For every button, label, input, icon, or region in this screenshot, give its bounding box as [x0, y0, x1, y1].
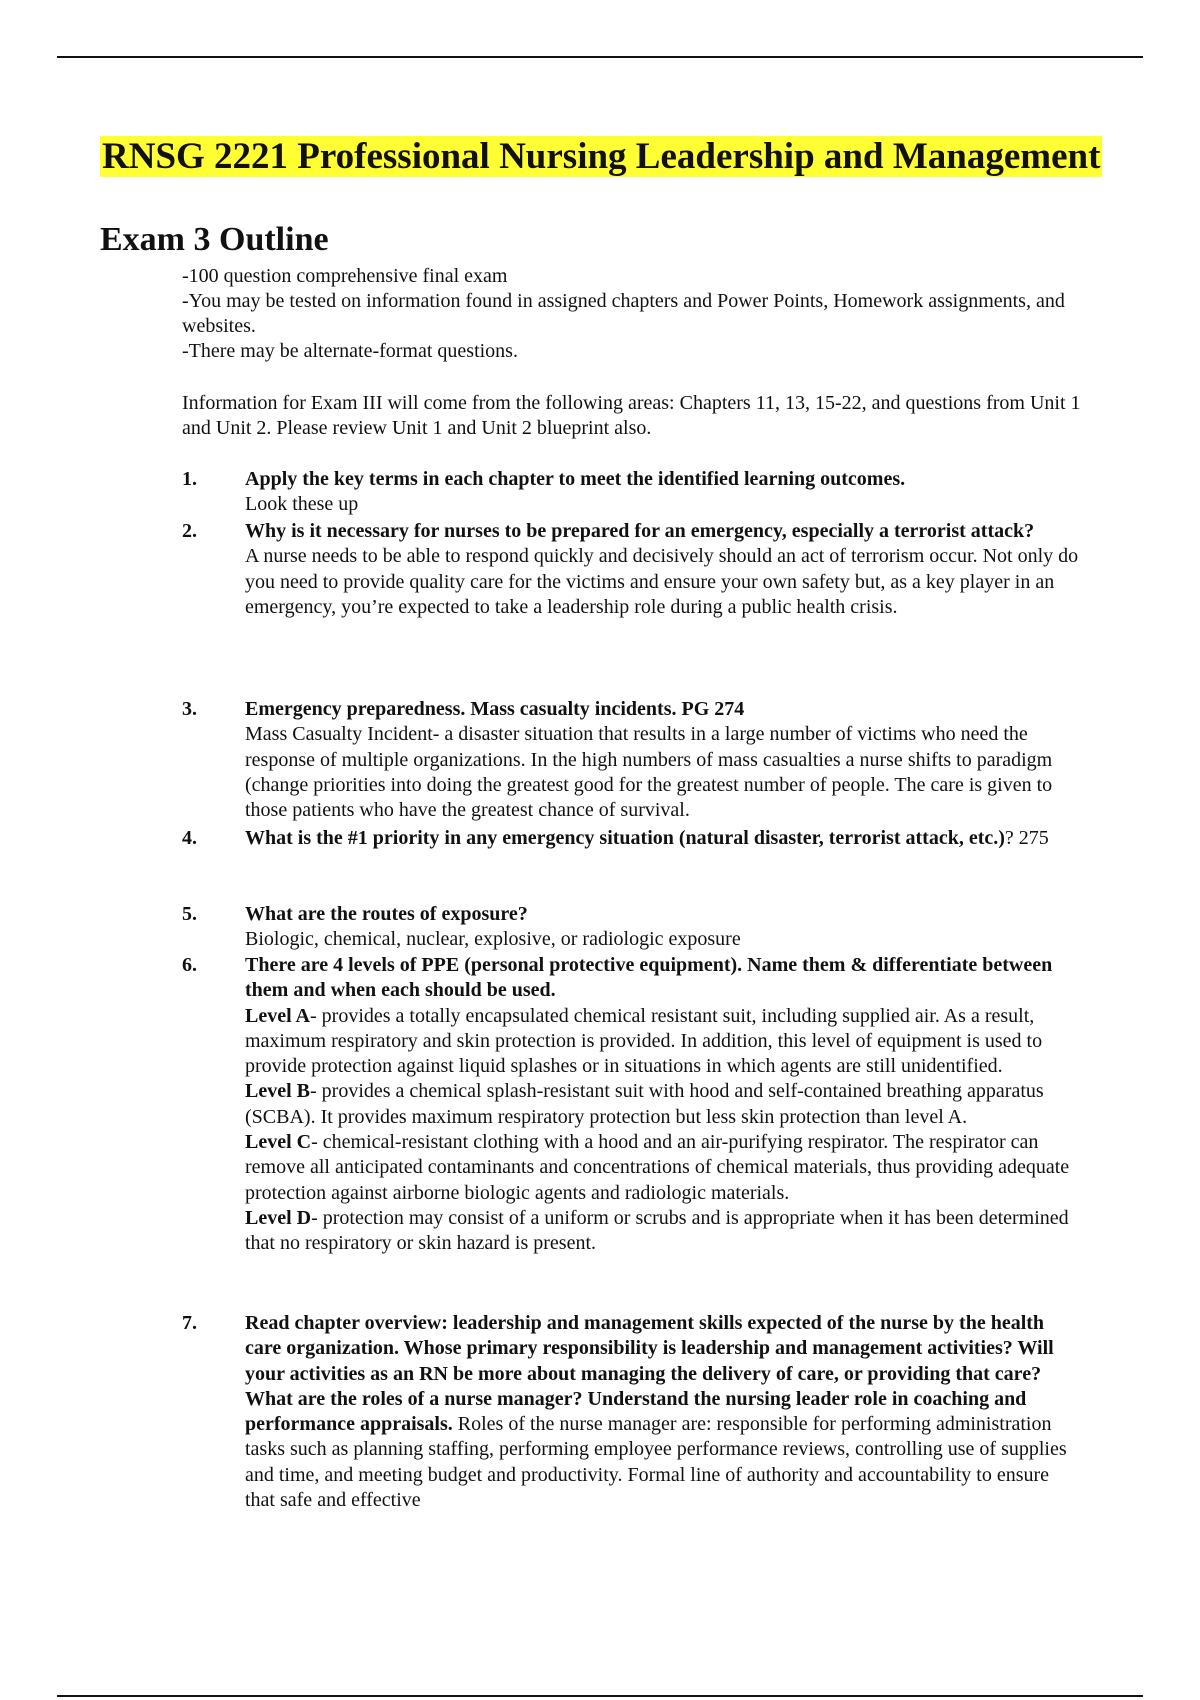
question-text: What is the #1 priority in any emergency situation (natural disaster, terrorist attack, etc.) — [245, 827, 1005, 849]
question-number: 3. — [182, 698, 197, 720]
intro-list — [182, 264, 1082, 364]
question-number: 1. — [182, 468, 197, 490]
question-number: 2. — [182, 520, 197, 542]
exam-info-paragraph: Information for Exam III will come from the following areas: Chapters 11, 13, 15-22, and questions from Unit 1 and Unit 2. Please review Unit 1 and Unit 2 blueprint also. — [182, 392, 1081, 439]
page-reference: ? 275 — [1004, 827, 1049, 849]
level-label: Level B — [245, 1080, 310, 1103]
question-text: Why is it necessary for nurses to be prepared for an emergency, especially a terrorist attack? — [245, 520, 1035, 542]
top-rule — [57, 56, 1143, 58]
level-label: Level A — [245, 1004, 310, 1027]
question-text: Read chapter overview: leadership and management skills expected of the nurse by the health care organization. Whose primary responsibility is leadership and management activities? Will your activities as an RN be more about managing the delivery of care, or providing that care? What are the roles of a nurse manager? Understand the nursing leader role in coaching and performance appraisals. — [245, 1312, 1054, 1436]
question-text: Emergency preparedness. Mass casualty incidents. PG 274 — [245, 698, 745, 720]
level-description: - provides a totally encapsulated chemical resistant suit, including supplied air. As a result, maximum respiratory and skin protection is provided. In addition, this level of equipment is used to provide protection against liquid splashes or in situations in which agents are still unidentified. — [245, 1004, 1043, 1078]
level-description: - provides a chemical splash-resistant suit with hood and self-contained breathing apparatus (SCBA). It provides maximum respiratory protection but less skin protection than level A. — [245, 1080, 1044, 1128]
ppe-level-d — [245, 1206, 1082, 1257]
ppe-level-a — [245, 1004, 1082, 1080]
question-text: What are the routes of exposure? — [245, 903, 528, 925]
question-number: 7. — [182, 1312, 197, 1334]
question-text: Apply the key terms in each chapter to meet the identified learning outcomes. — [245, 468, 906, 490]
question-number: 6. — [182, 954, 197, 976]
intro-line: -You may be tested on information found in assigned chapters and Power Points, Homework assignments, and websites. — [182, 290, 1065, 337]
question-number: 5. — [182, 903, 197, 925]
level-label: Level C — [245, 1131, 312, 1154]
document-title: RNSG 2221 Professional Nursing Leadership and Management — [102, 136, 1101, 177]
level-description: - protection may consist of a uniform or scrubs and is appropriate when it has been determined that no respiratory or skin hazard is present. — [245, 1206, 1069, 1255]
answer-text: Mass Casualty Incident- a disaster situation that results in a large number of victims who need the response of multiple organizations. In the high numbers of mass casualties a nurse shifts to paradigm (change priorities into doing the greatest good for the greatest number of people. The care is given to those patients who have the greatest chance of survival. — [245, 723, 1053, 822]
question-number: 4. — [182, 827, 197, 849]
intro-line: -There may be alternate-format questions. — [182, 340, 518, 362]
answer-text: Biologic, chemical, nuclear, explosive, or radiologic exposure — [245, 928, 741, 951]
question-text: There are 4 levels of PPE (personal protective equipment). Name them & differentiate between them and when each should be used. — [245, 954, 1053, 1002]
answer-text: Roles of the nurse manager are: responsible for performing administration tasks such as planning staffing, performing employee performance reviews, controlling use of supplies and time, and meeting budget and productivity. Formal line of authority and accountability to ensure that safe and effective — [245, 1413, 1067, 1512]
ppe-level-b — [245, 1079, 1082, 1130]
level-label: Level D — [245, 1206, 312, 1229]
answer-text: Look these up — [245, 493, 359, 516]
bottom-rule — [57, 1695, 1143, 1697]
level-description: - chemical-resistant clothing with a hood and an air-purifying respirator. The respirator can remove all anticipated contaminants and concentrations of chemical materials, thus providing adequate protection against airborne biologic agents and radiologic materials. — [245, 1131, 1070, 1204]
answer-text: A nurse needs to be able to respond quickly and decisively should an act of terrorism occur. Not only do you need to provide quality care for the victims and ensure your own safety but, as a key player in an emergency, you’re expected to take a leadership role during a public health crisis. — [245, 545, 1079, 618]
intro-line: -100 question comprehensive final exam — [182, 265, 508, 287]
document-subtitle: Exam 3 Outline — [100, 221, 329, 258]
ppe-level-c — [245, 1130, 1082, 1206]
